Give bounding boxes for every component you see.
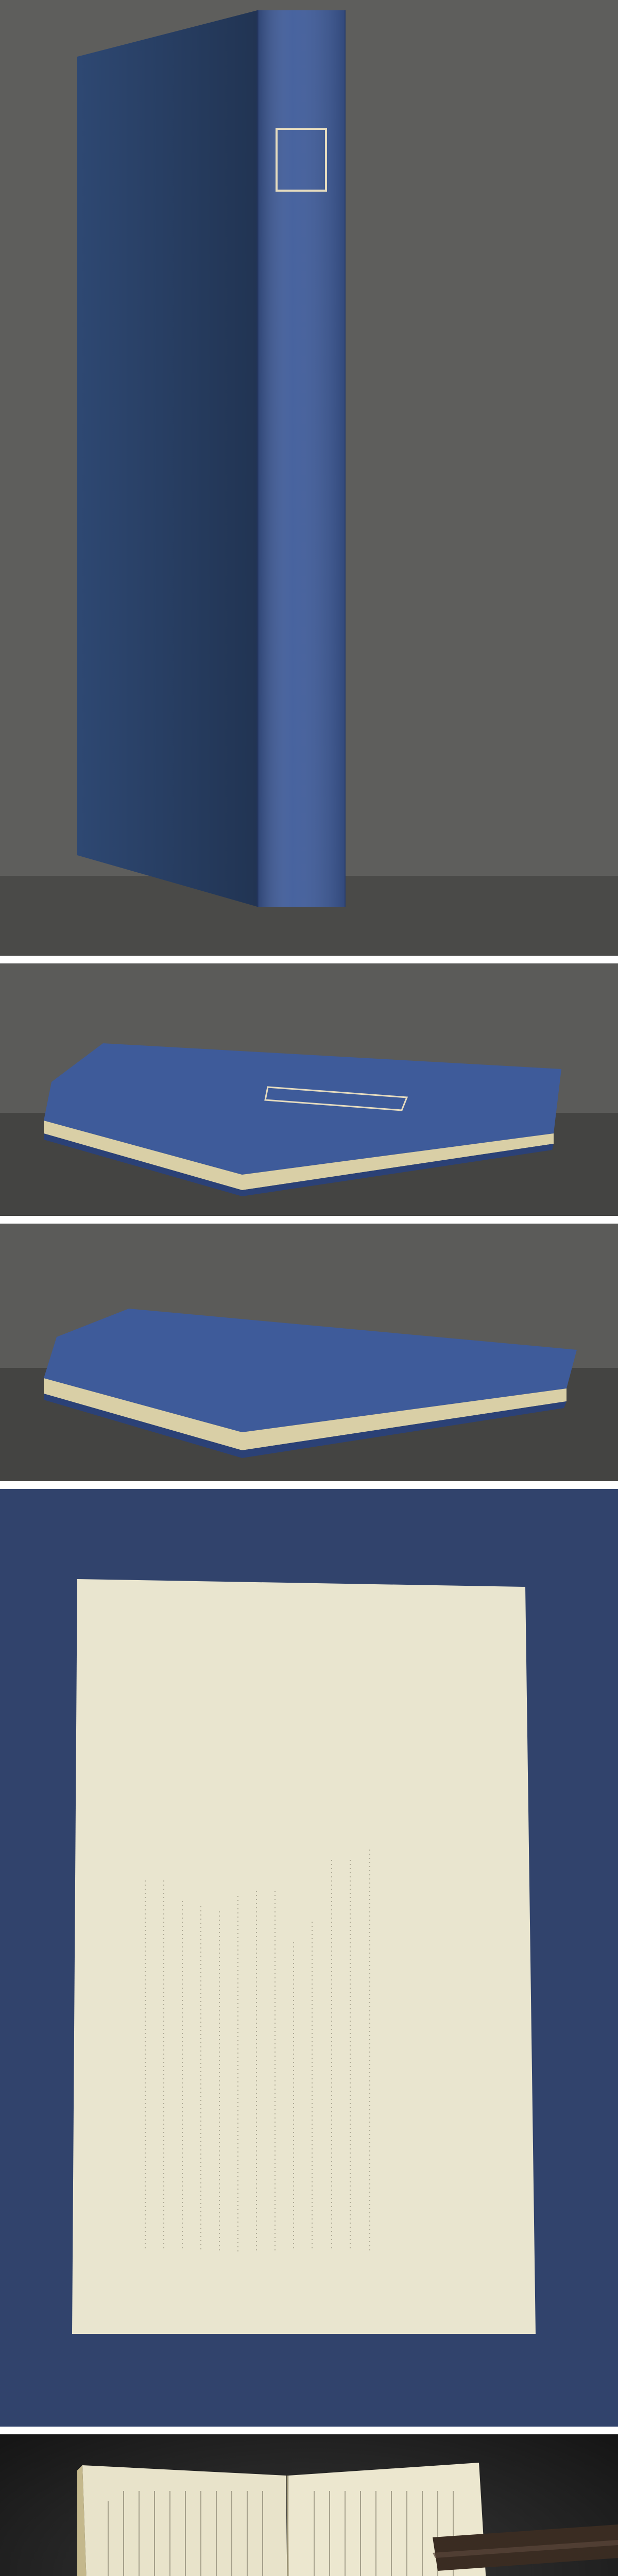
- photo-flat-view-1: [0, 963, 618, 1216]
- toc-photo-canvas: [0, 1489, 618, 2427]
- photo-spine-view: [0, 0, 618, 956]
- spine-photo-canvas: [0, 0, 618, 956]
- toc-page-paper: [72, 1579, 536, 2334]
- open-book-1-canvas: [0, 2434, 618, 2576]
- photo-open-book-1: [0, 2434, 618, 2576]
- photo-toc-page: [0, 1489, 618, 2427]
- photo-flat-view-2: [0, 1224, 618, 1481]
- flat-photo-2-canvas: [0, 1224, 618, 1481]
- flat-photo-1-canvas: [0, 963, 618, 1216]
